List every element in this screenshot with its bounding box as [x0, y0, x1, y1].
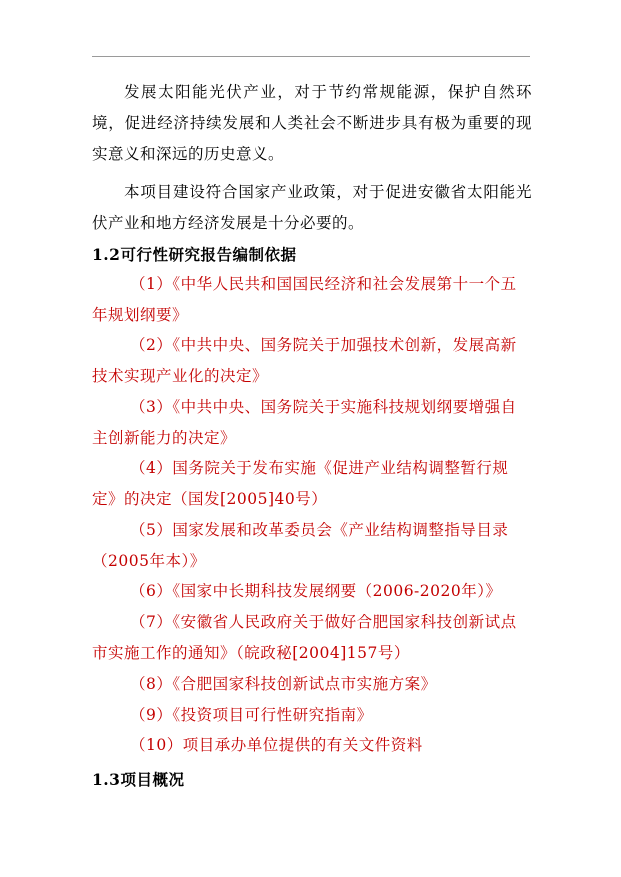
reference-item-9: （9）《投资项目可行性研究指南》 [130, 706, 373, 724]
reference-item-2: （2）《中共中央、国务院关于加强技术创新，发展高新技术实现产业化的决定》 [92, 336, 517, 385]
paragraph-project-policy: 本项目建设符合国家产业政策，对于促进安徽省太阳能光伏产业和地方经济发展是十分必要的。 [92, 183, 532, 232]
section-heading-1-2: 1.2可行性研究报告编制依据 [92, 245, 297, 264]
reference-item-3: （3）《中共中央、国务院关于实施科技规划纲要增强自主创新能力的决定》 [92, 398, 517, 447]
reference-item-7: （7）《安徽省人民政府关于做好合肥国家科技创新试点市实施工作的通知》（皖政秘[2004]157号） [92, 613, 517, 662]
paragraph-solar-industry: 发展太阳能光伏产业，对于节约常规能源，保护自然环境，促进经济持续发展和人类社会不断进步具有极为重要的现实意义和深远的历史意义。 [92, 83, 532, 163]
reference-item-8: （8）《合肥国家科技创新试点市实施方案》 [130, 675, 437, 693]
header-rule [92, 56, 530, 57]
reference-item-10: （10）项目承办单位提供的有关文件资料 [130, 736, 423, 754]
reference-item-1: （1）《中华人民共和国国民经济和社会发展第十一个五年规划纲要》 [92, 275, 517, 324]
section-heading-1-3: 1.3项目概况 [92, 770, 185, 789]
reference-item-5: （5）国家发展和改革委员会《产业结构调整指导目录（2005年本）》 [92, 521, 509, 570]
reference-item-4: （4）国务院关于发布实施《促进产业结构调整暂行规定》的决定（国发[2005]40号） [92, 459, 509, 508]
reference-item-6: （6）《国家中长期科技发展纲要（2006-2020年）》 [130, 582, 502, 600]
